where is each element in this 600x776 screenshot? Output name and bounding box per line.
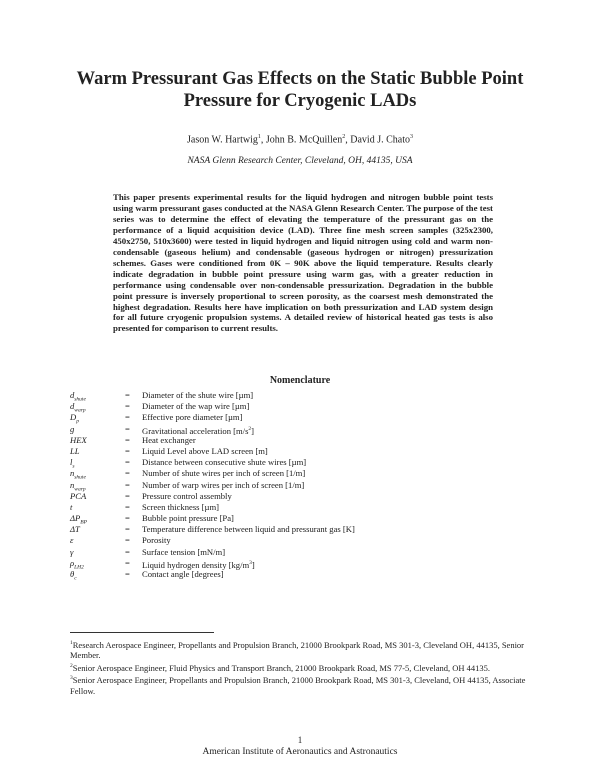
footnote-divider <box>70 632 214 633</box>
nomenclature-row <box>70 569 550 580</box>
equals-sign: = <box>125 546 130 557</box>
equals-sign: = <box>125 535 130 546</box>
symbol-base: LL <box>70 445 80 456</box>
equals-sign: = <box>125 490 130 501</box>
definition-text: Heat exchanger <box>142 434 196 445</box>
nomenclature-heading: Nomenclature <box>269 375 331 386</box>
nomenclature-definition <box>142 491 232 502</box>
definition-text: Porosity <box>142 535 171 546</box>
symbol-base: HEX <box>70 434 87 445</box>
affiliation: NASA Glenn Research Center, Cleveland, OH, 44135, USA <box>187 156 413 166</box>
footnote <box>70 673 540 696</box>
definition-text: Diameter of the wap wire [µm] <box>142 401 250 412</box>
nomenclature-definition <box>142 412 242 423</box>
definition-text: Distance between consecutive shute wires [µm] <box>142 457 307 468</box>
definition-text: Liquid Level above LAD screen [m] <box>142 445 268 456</box>
symbol-base: ΔT <box>70 524 80 535</box>
symbol-base: ΔP <box>70 513 81 524</box>
nomenclature-row <box>70 424 550 435</box>
definition-tail: ] <box>251 559 255 570</box>
title-line-1: Warm Pressurant Gas Effects on the Static Bubble Point <box>76 69 524 89</box>
footnote-text: Research Aerospace Engineer, Propellants and Propulsion Branch, 21000 Brookpark Road, MS 301-3, Cleveland OH, 44135, Senior Member. <box>70 639 525 661</box>
equals-sign: = <box>125 457 130 468</box>
footnote-mark: 2 <box>70 663 73 670</box>
nomenclature-row <box>70 435 550 446</box>
nomenclature-row <box>70 446 550 457</box>
nomenclature-definition <box>142 468 305 479</box>
definition-text: Bubble point pressure [Pa] <box>142 513 234 524</box>
nomenclature-row <box>70 468 550 482</box>
symbol-base: t <box>70 501 73 512</box>
symbol-base: d <box>70 390 75 400</box>
symbol-subscript: BP <box>80 519 88 526</box>
definition-text: Effective pore diameter [µm] <box>142 412 243 423</box>
footnotes <box>70 638 540 696</box>
nomenclature-symbol <box>70 524 122 535</box>
footnote-mark: 1 <box>70 640 73 646</box>
equals-sign: = <box>125 390 130 400</box>
nomenclature-row <box>70 412 550 426</box>
nomenclature-definition <box>142 535 171 546</box>
nomenclature-row <box>70 401 550 412</box>
nomenclature-definition <box>142 435 196 446</box>
definition-text: Gravitational acceleration [m/s <box>142 425 249 436</box>
nomenclature-row <box>70 480 550 491</box>
definition-text: Diameter of the shute wire [µm] <box>142 390 254 400</box>
equals-sign: = <box>125 557 130 568</box>
nomenclature-row <box>70 524 550 535</box>
author-1-mark: 1 <box>257 134 261 140</box>
symbol-base: PCA <box>70 490 87 501</box>
nomenclature-definition <box>142 390 253 401</box>
symbol-base: D <box>70 412 77 423</box>
symbol-base: g <box>70 423 75 434</box>
author-3-mark: 3 <box>409 134 413 140</box>
symbol-subscript: warp <box>74 486 86 493</box>
definition-text: Contact angle [degrees] <box>142 569 224 579</box>
definition-text: Temperature difference between liquid and pressurant gas [K] <box>142 524 355 535</box>
equals-sign: = <box>125 423 130 434</box>
symbol-base: d <box>70 401 75 412</box>
nomenclature-definition <box>142 457 306 468</box>
nomenclature-symbol <box>70 435 122 446</box>
nomenclature-symbol <box>70 502 122 513</box>
nomenclature-symbol <box>70 535 122 546</box>
nomenclature-definition <box>142 401 249 412</box>
equals-sign: = <box>125 524 130 535</box>
equals-sign: = <box>125 569 130 579</box>
definition-superscript: 3 <box>249 559 252 566</box>
definition-text: Number of warp wires per inch of screen [1/m] <box>142 479 305 490</box>
title-line-2: Pressure for Cryogenic LADs <box>183 91 417 111</box>
nomenclature-table <box>70 390 550 580</box>
equals-sign: = <box>125 468 130 479</box>
nomenclature-row <box>70 547 550 558</box>
symbol-base: γ <box>70 546 74 557</box>
nomenclature-definition <box>142 502 219 513</box>
nomenclature-definition <box>142 524 355 535</box>
definition-superscript: 2 <box>248 425 252 432</box>
definition-text: Pressure control assembly <box>142 490 232 501</box>
nomenclature-definition <box>142 569 224 580</box>
footnote-text: Senior Aerospace Engineer, Propellants and Propulsion Branch, 21000 Brookpark Road, MS 301-3, Cleveland, OH 44135, Associate Fellow. <box>70 675 526 696</box>
equals-sign: = <box>125 501 130 512</box>
author-1: Jason W. Hartwig <box>187 134 258 146</box>
nomenclature-symbol <box>70 491 122 502</box>
nomenclature-symbol <box>70 446 122 457</box>
nomenclature-symbol <box>70 569 122 585</box>
nomenclature-definition <box>142 547 225 558</box>
symbol-base: ε <box>70 535 74 546</box>
symbol-subscript: LH2 <box>74 564 84 571</box>
equals-sign: = <box>125 445 130 456</box>
equals-sign: = <box>125 513 130 524</box>
nomenclature-row <box>70 535 550 546</box>
author-2-mark: 2 <box>342 134 346 140</box>
footnote-mark: 3 <box>70 675 73 682</box>
nomenclature-symbol <box>70 547 122 558</box>
footnote <box>70 661 540 673</box>
symbol-base: n <box>70 468 75 479</box>
definition-text: Screen thickness [µm] <box>142 501 220 512</box>
equals-sign: = <box>125 479 130 490</box>
nomenclature-symbol <box>70 424 122 435</box>
definition-text: Number of shute wires per inch of screen [1/m] <box>142 468 306 479</box>
equals-sign: = <box>125 412 130 423</box>
nomenclature-row <box>70 491 550 502</box>
symbol-subscript: s <box>72 463 75 470</box>
paper-title <box>40 68 560 112</box>
nomenclature-definition <box>142 513 234 524</box>
page-footer: American Institute of Aeronautics and Astronautics <box>202 747 398 757</box>
nomenclature-definition <box>142 446 268 457</box>
author-3: David J. Chato <box>350 134 410 146</box>
symbol-base: θ <box>70 569 75 579</box>
nomenclature-row <box>70 513 550 524</box>
footnote <box>70 638 540 661</box>
page-number: 1 <box>297 735 303 745</box>
symbol-subscript: c <box>74 575 77 582</box>
author-2: John B. McQuillen <box>265 134 343 146</box>
footnote-text: Senior Aerospace Engineer, Fluid Physics and Transport Branch, 21000 Brookpark Road, MS 77-5, Cleveland, OH 44135. <box>72 662 491 673</box>
symbol-subscript: shute <box>74 396 86 403</box>
symbol-base: ρ <box>70 557 75 568</box>
symbol-subscript: warp <box>74 407 86 414</box>
equals-sign: = <box>125 434 130 445</box>
nomenclature-row <box>70 558 550 569</box>
definition-text: Surface tension [mN/m] <box>142 546 226 557</box>
definition-tail: ] <box>251 425 255 436</box>
symbol-base: n <box>70 479 75 490</box>
nomenclature-row <box>70 502 550 513</box>
definition-text: Liquid hydrogen density [kg/m <box>142 559 250 570</box>
author-list: Jason W. Hartwig$^1$, John B. McQuillen$^2$, David J. Chato$^3$ <box>187 134 413 146</box>
abstract: This paper presents experimental results for the liquid hydrogen and nitrogen bubble point tests using warm pressurant gases conducted at the NASA Glenn Research Center. The purpose of the test series was to determine the effect of elevating the temperature of the pressurant gas on the performance of a liquid acquisition device (LAD). Three fine mesh screen samples (325x2300, 450x2750, 510x3600) were tested in liquid hydrogen and liquid nitrogen using cold and warm non-condensable (gaseous helium) and condensable (gaseous hydrogen or nitrogen) pressurization schemes. Gases were conditioned from 0K – 90K above the liquid temperature. Results clearly indicate degradation in bubble point pressure using warm gas, with a greater reduction in performance using condensable over non-condensable pressurization. Degradation in the bubble point pressure is inversely proportional to screen porosity, as the coarsest mesh demonstrated the highest degradation. Results here have implication on both pressurization and LAD system design for all future cryogenic propulsion systems. A detailed review of historical heated gas tests is also presented for comparison to current results. <box>113 192 493 334</box>
equals-sign: = <box>125 401 130 412</box>
nomenclature-row <box>70 457 550 468</box>
nomenclature-definition <box>142 480 304 491</box>
symbol-base: l <box>70 457 73 468</box>
symbol-subscript: p <box>76 419 79 426</box>
nomenclature-row <box>70 390 550 401</box>
symbol-subscript: shute <box>74 475 86 482</box>
